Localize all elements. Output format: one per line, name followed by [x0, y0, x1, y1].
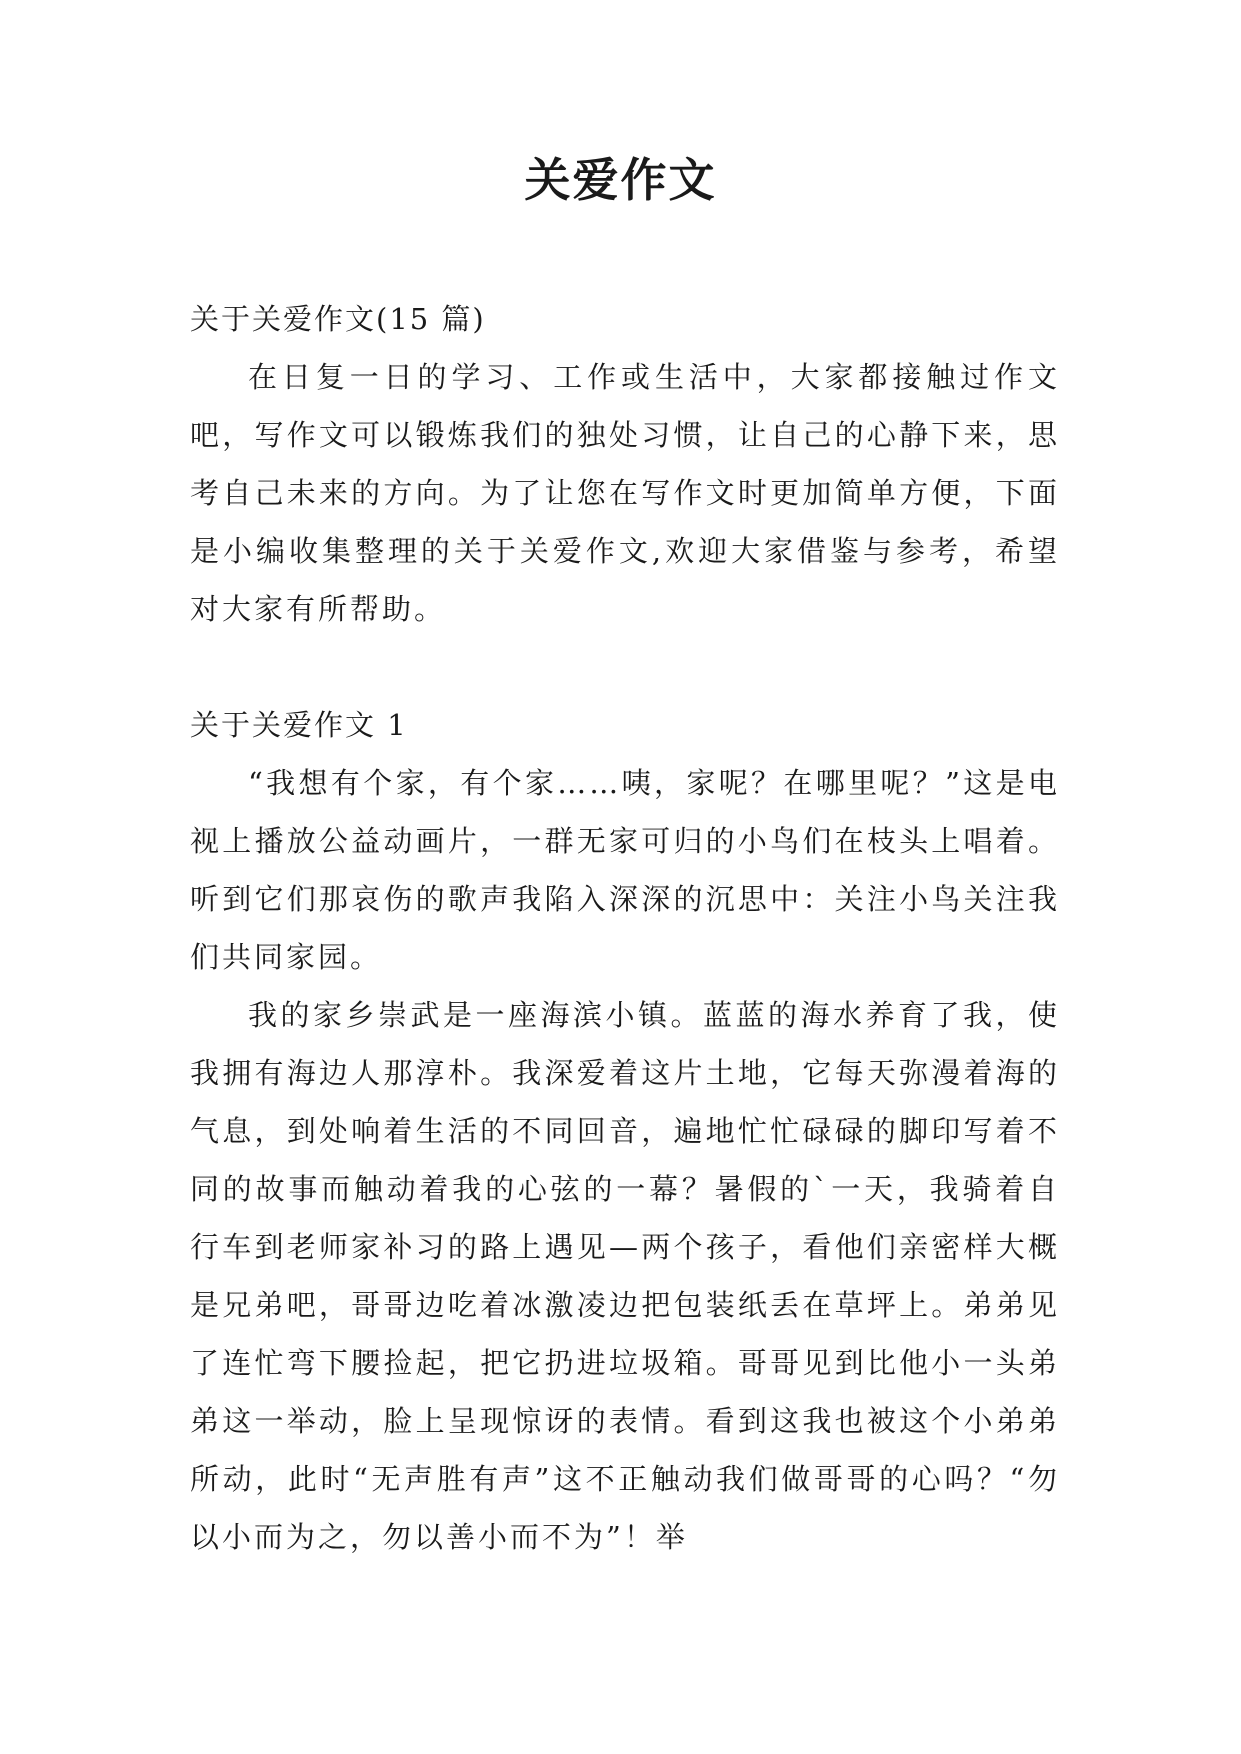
document-title: 关爱作文 [524, 153, 717, 207]
body-paragraph-1: “我想有个家，有个家……咦，家呢？在哪里呢？”这是电视上播放公益动画片，一群无家可归的小鸟们在枝头上唱着。听到它们那哀伤的歌声我陷入深深的沉思中：关注小鸟关注我们共同家园。 [190, 766, 1060, 974]
body-paragraph-2: 我的家乡崇武是一座海滨小镇。蓝蓝的海水养育了我，使我拥有海边人那淳朴。我深爱着这片土地，它每天弥漫着海的气息，到处响着生活的不同回音，遍地忙忙碌碌的脚印写着不同的故事而触动着我的心弦的一幕？暑假的`一天，我骑着自行车到老师家补习的路上遇见—两个孩子，看他们亲密样大概是兄弟吧，哥哥边吃着冰激凌边把包装纸丢在草坪上。弟弟见了连忙弯下腰捡起，把它扔进垃圾箱。哥哥见到比他小一头弟弟这一举动，脸上呈现惊讶的表情。看到这我也被这个小弟弟所动，此时“无声胜有声”这不正触动我们做哥哥的心吗？“勿以小而为之，勿以善小而不为”！举 [190, 998, 1060, 1554]
intro-heading: 关于关爱作文(15 篇) [190, 302, 486, 336]
section-spacer [190, 638, 1060, 696]
intro-paragraph: 在日复一日的学习、工作或生活中，大家都接触过作文吧，写作文可以锻炼我们的独处习惯，让自己的心静下来，思考自己未来的方向。为了让您在写作文时更加简单方便，下面是小编收集整理的关于关爱作文,欢迎大家借鉴与参考，希望对大家有所帮助。 [190, 360, 1060, 626]
section-heading: 关于关爱作文 1 [190, 708, 408, 742]
document-body [190, 290, 1060, 1566]
